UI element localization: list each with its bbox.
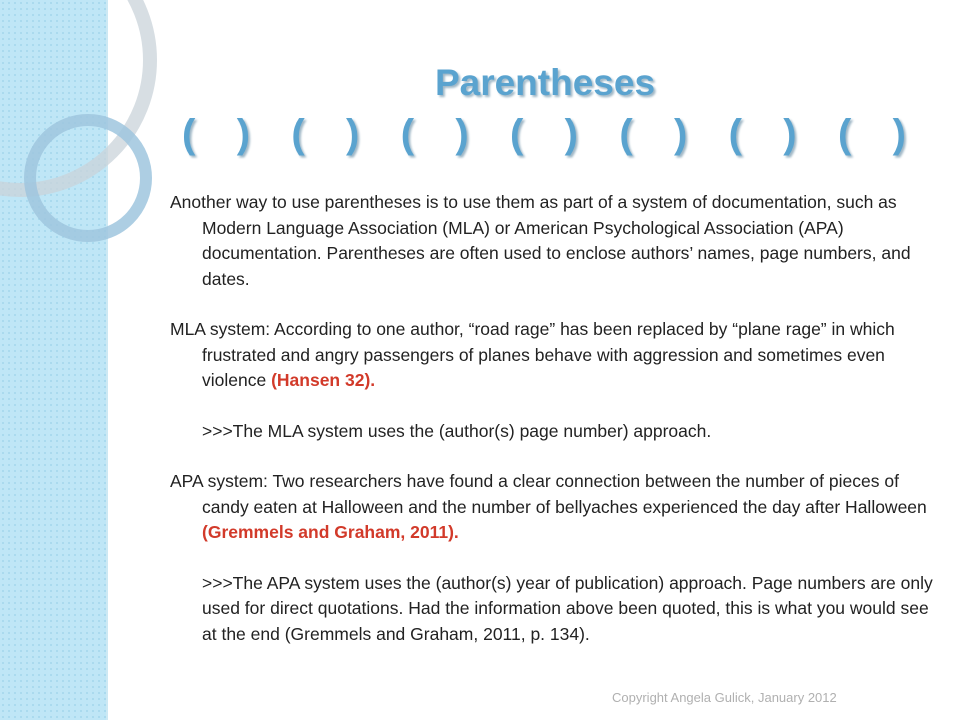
- apa-citation: (Gremmels and Graham, 2011).: [202, 522, 459, 542]
- apa-note: >>>The APA system uses the (author(s) year of publication) approach. Page numbers are only used for direct quotations. Had the information above been quoted, this is what you would see at the end (Gremmels and Graham, 2011, p. 134).: [202, 572, 933, 644]
- sidebar-edge: [106, 0, 108, 720]
- apa-example-paragraph: [170, 469, 935, 546]
- mla-citation: (Hansen 32).: [271, 370, 376, 390]
- slide-body: [170, 190, 935, 672]
- mla-example-text: MLA system: According to one author, “road rage” has been replaced by “plane rage” in which frustrated and angry passengers of planes behave with aggression and sometimes even violence: [170, 319, 895, 390]
- apa-example-text: APA system: Two researchers have found a clear connection between the number of pieces of candy eaten at Halloween and the number of bellyaches experienced the day after Halloween: [170, 471, 927, 517]
- mla-note: >>>The MLA system uses the (author(s) page number) approach.: [202, 420, 712, 441]
- slide-title: Parentheses: [434, 62, 656, 103]
- decorative-sidebar: [0, 0, 108, 720]
- mla-example-paragraph: [170, 317, 935, 394]
- parentheses-row: ( ) ( ) ( ) ( ) ( ) ( ) ( ): [182, 112, 908, 156]
- copyright-footer: Copyright Angela Gulick, January 2012: [612, 690, 837, 705]
- intro-paragraph: Another way to use parentheses is to use them as part of a system of documentation, such as Modern Language Association (MLA) or American Psychological Association (APA) documentation. Parentheses are often used to enclose authors’ names, page numbers, and dates.: [170, 192, 911, 289]
